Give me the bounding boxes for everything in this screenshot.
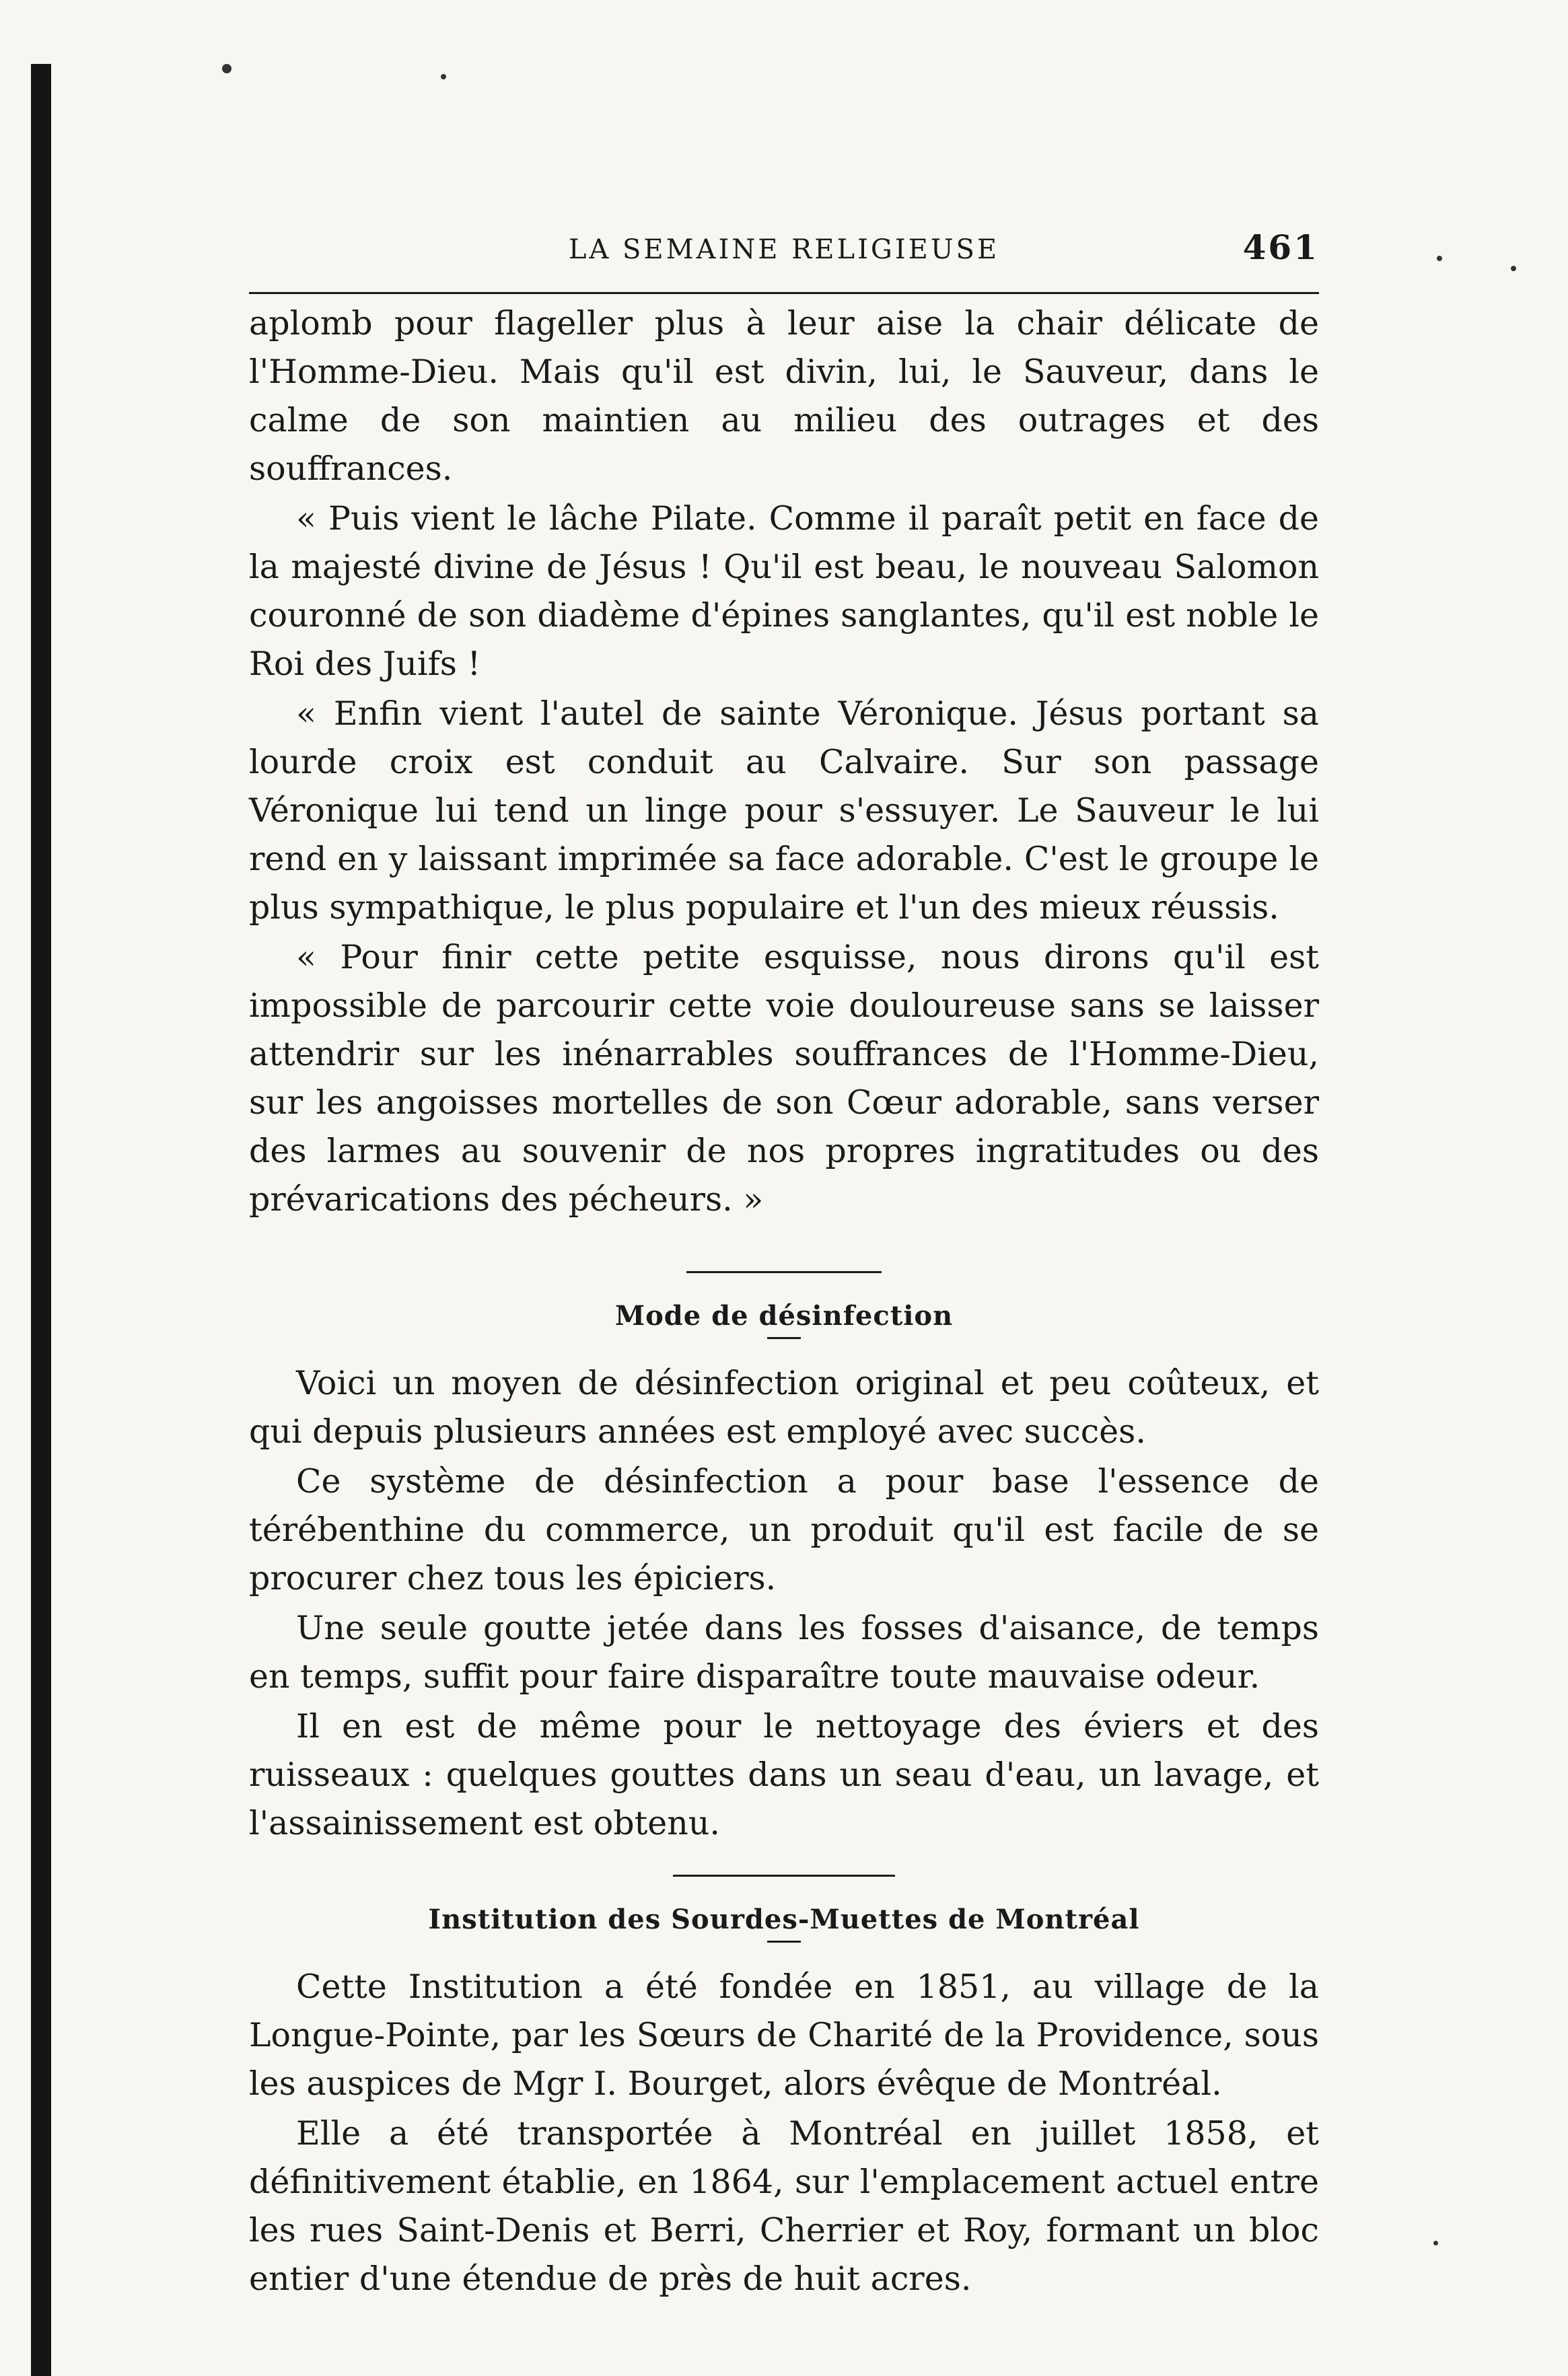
binding-edge [31,64,51,2376]
scan-speck [1433,2241,1438,2245]
section-title-disinfection: Mode de désinfection [614,1300,954,1332]
passion-article [249,299,1319,1224]
section-title-institution: Institution des Sourdes-Muettes de Montréal [428,1904,1140,1935]
paragraph: « Pour finir cette petite esquisse, nous dirons qu'il est impossible de parcourir cette voie douloureuse sans se laisser attendrir sur les inénarrables souffrances de l'Homme-Dieu, sur les angoisses mortelles de son Cœur adorable, sans verser des larmes au souvenir de nos propres ingratitudes ou des prévarications des pécheurs. » [249,938,1319,1219]
header-rule [249,292,1319,294]
scan-speck [441,74,446,79]
page-number: 461 [1242,227,1319,267]
paragraph: « Puis vient le lâche Pilate. Comme il paraît petit en face de la majesté divine de Jésus ! Qu'il est beau, le nouveau Salomon couronné de son diadème d'épines sanglantes, qu'il est noble le Roi des Juifs ! [249,499,1319,683]
paragraph: aplomb pour flageller plus à leur aise la chair délicate de l'Homme-Dieu. Mais qu'il est divin, lui, le Sauveur, dans le calme de son maintien au milieu des outrages et des souffrances. [249,304,1319,488]
title-dash [767,1941,801,1943]
scan-speck [1437,256,1442,261]
scan-speck [1511,266,1516,271]
institution-article [249,1963,1319,2303]
section-divider [673,1875,895,1877]
paragraph: « Enfin vient l'autel de sainte Véronique. Jésus portant sa lourde croix est conduit au Calvaire. Sur son passage Véronique lui tend un linge pour s'essuyer. Le Sauveur le lui rend en y laissant imprimée sa face adorable. C'est le groupe le plus sympathique, le plus populaire et l'un des mieux réussis. [249,694,1319,927]
disinfection-article [249,1359,1319,1848]
paragraph: Une seule goutte jetée dans les fosses d'aisance, de temps en temps, suffit pour faire disparaître toute mauvaise odeur. [249,1609,1319,1696]
page-content [249,215,1319,2305]
paragraph: Cette Institution a été fondée en 1851, au village de la Longue-Pointe, par les Sœurs de Charité de la Providence, sous les auspices de Mgr I. Bourget, alors évêque de Montréal. [249,1968,1319,2103]
title-dash [767,1337,801,1339]
paragraph: Ce système de désinfection a pour base l'essence de térébenthine du commerce, un produit qu'il est facile de se procurer chez tous les épiciers. [249,1462,1319,1597]
running-title: LA SEMAINE RELIGIEUSE [568,234,1000,265]
scan-speck [222,64,231,73]
paragraph: Il en est de même pour le nettoyage des éviers et des ruisseaux : quelques gouttes dans un seau d'eau, un lavage, et l'assainissement est obtenu. [249,1707,1319,1842]
paragraph: Voici un moyen de désinfection original et peu coûteux, et qui depuis plusieurs années est employé avec succès. [249,1364,1319,1451]
paragraph: Elle a été transportée à Montréal en juillet 1858, et définitivement établie, en 1864, sur l'emplacement actuel entre les rues Saint-Denis et Berri, Cherrier et Roy, formant un bloc entier d'une étendue de près de huit acres. [249,2114,1319,2298]
running-head [249,215,1319,276]
section-divider [686,1271,882,1273]
